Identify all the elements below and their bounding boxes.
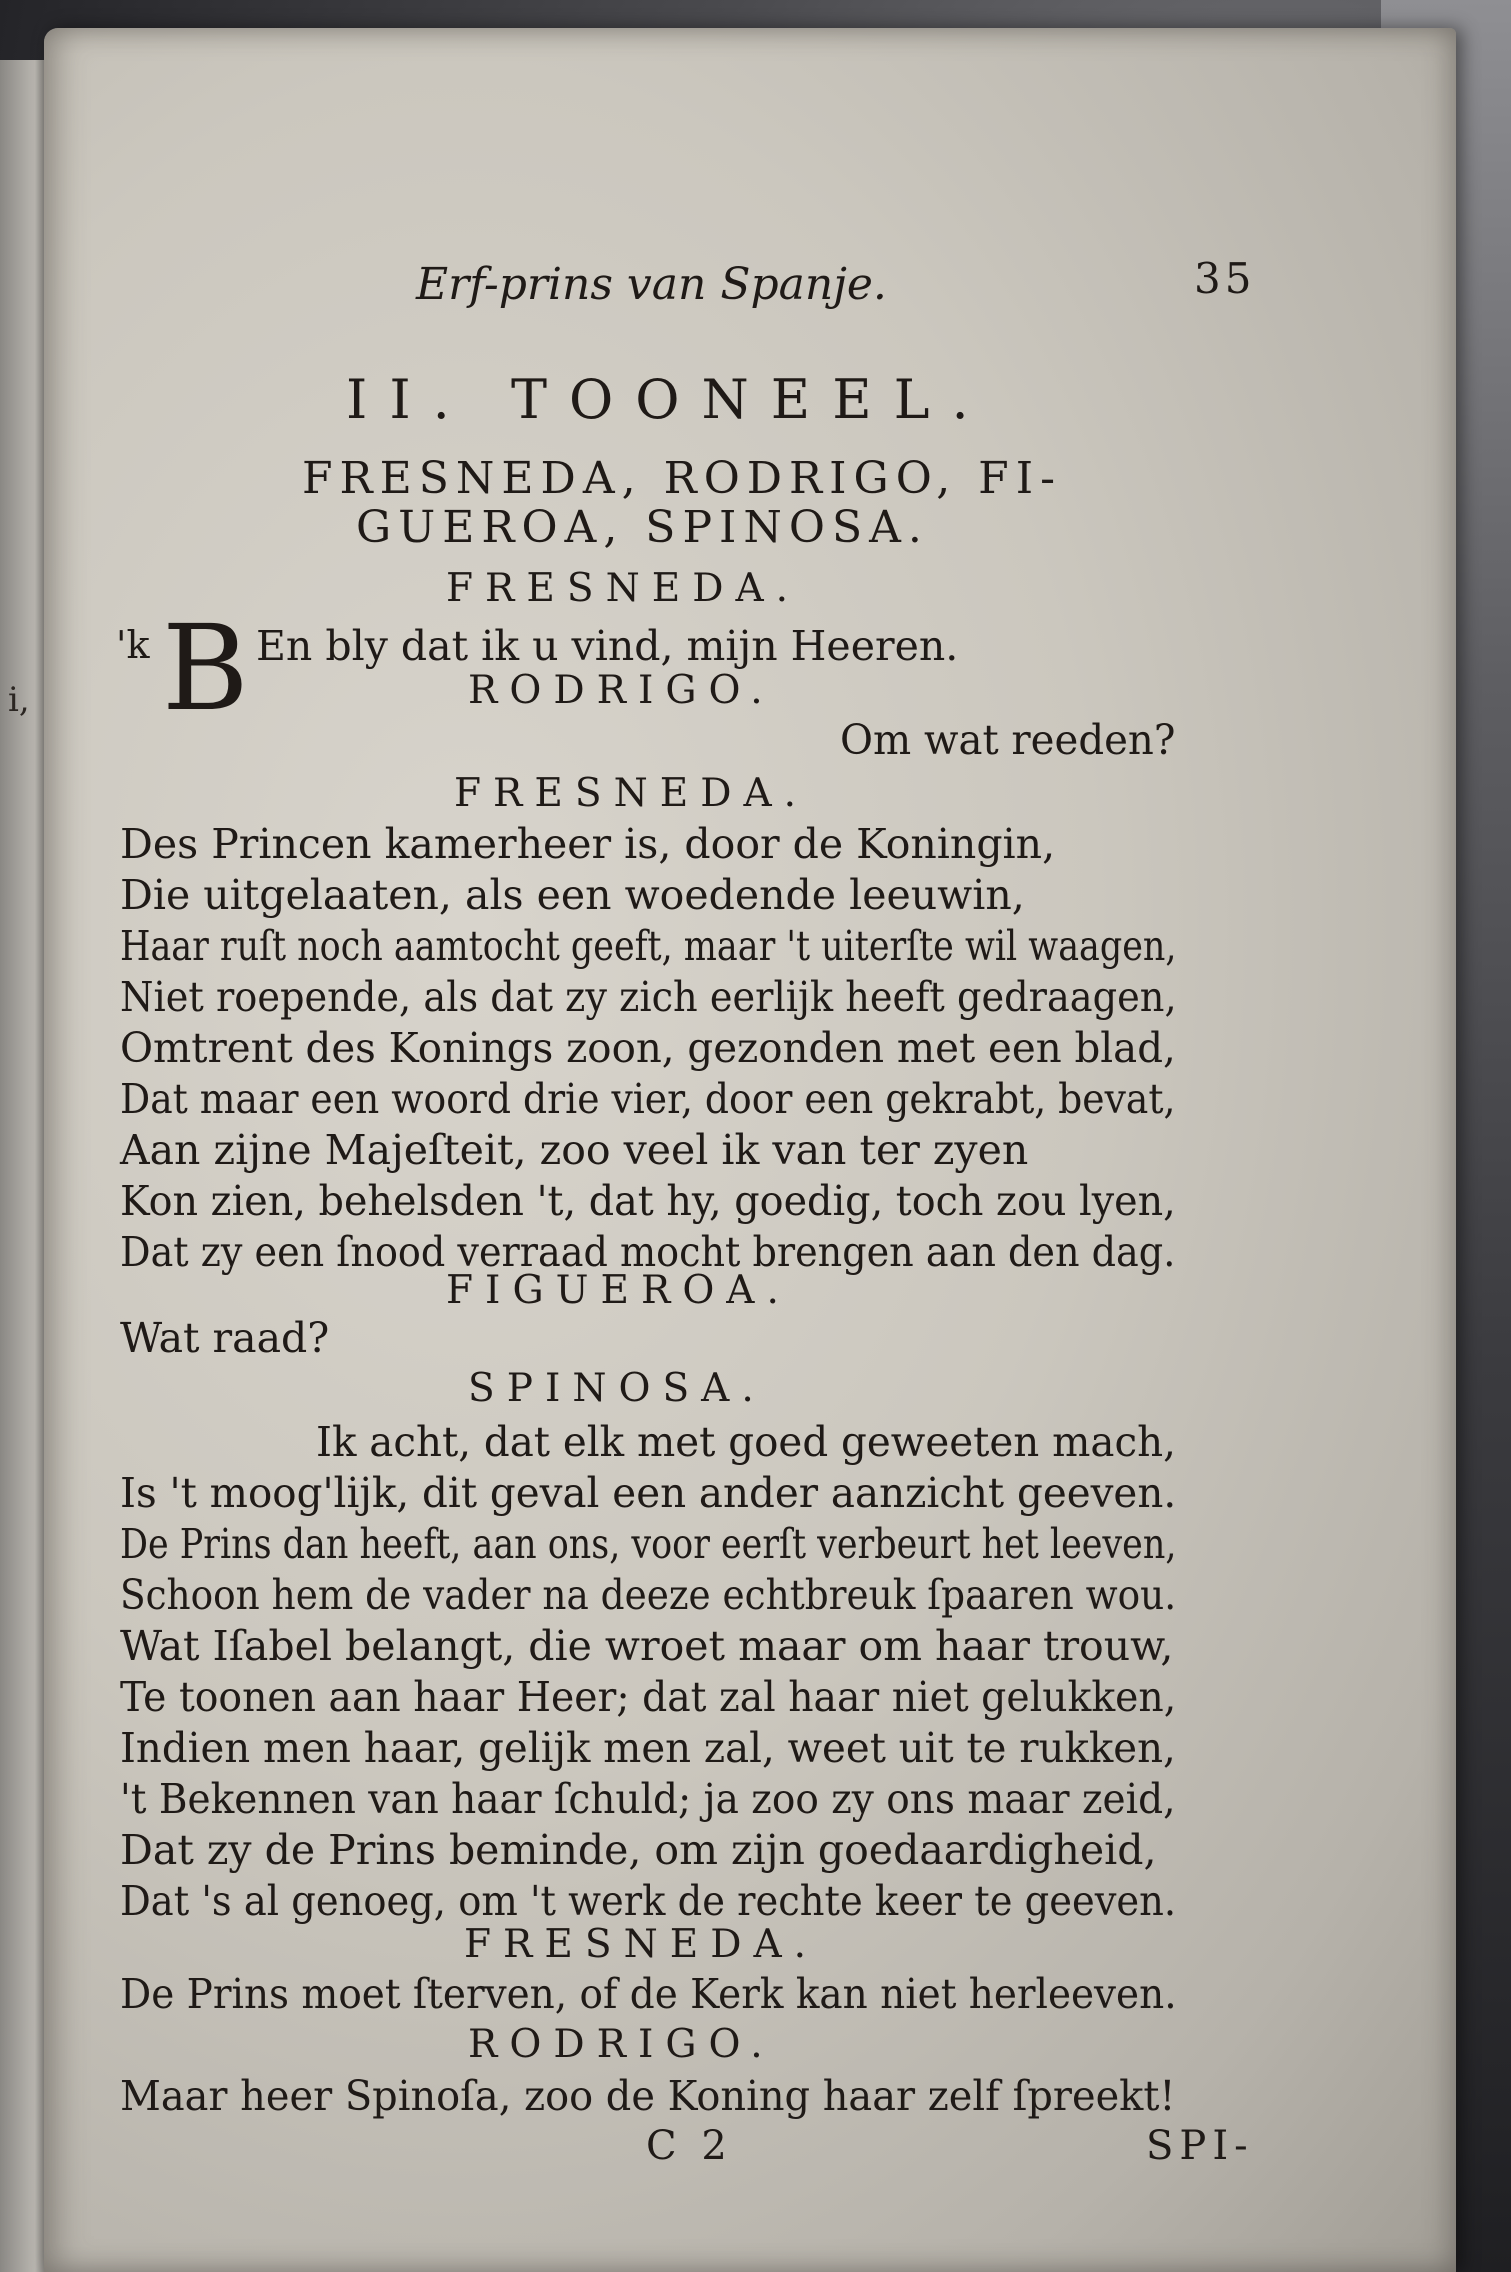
speaker-fresneda: FRESNEDA.: [454, 771, 809, 816]
verse-line: Dat 's al genoeg, om 't werk de rechte keer te geeven.: [120, 1877, 1177, 1925]
catchword: SPI-: [1146, 2123, 1254, 2169]
verse-line: Wat raad?: [120, 1314, 330, 1362]
margin-mark: i,: [8, 680, 30, 720]
verse-line: Omtrent des Konings zoon, gezonden met een blad,: [120, 1024, 1176, 1072]
running-title: Erf-prins van Spanje.: [416, 259, 887, 310]
verse-line: Dat maar een woord drie vier, door een gekrabt, bevat,: [120, 1075, 1176, 1123]
speaker-fresneda: FRESNEDA.: [464, 1922, 819, 1967]
verse-line: De Prins dan heeft, aan ons, voor eerſt verbeurt het leeven,: [120, 1520, 1177, 1568]
verse-line: Haar ruſt noch aamtocht geeft, maar 't uiterſte wil waagen,: [120, 922, 1177, 970]
verse-line: 't Bekennen van haar ſchuld; ja zoo zy ons maar zeid,: [120, 1775, 1176, 1823]
speaker-rodrigo: RODRIGO.: [468, 668, 775, 713]
cast-line-1: FRESNEDA, RODRIGO, FI-: [302, 453, 1062, 504]
verse-line: En bly dat ik u vind, mijn Heeren.: [256, 622, 959, 670]
verse-line: Niet roepende, als dat zy zich eerlijk heeft gedraagen,: [120, 973, 1177, 1021]
verse-line: Die uitgelaaten, als een woedende leeuwin,: [120, 871, 1025, 919]
verse-line: De Prins moet ſterven, of de Kerk kan niet herleeven.: [120, 1970, 1177, 2018]
verse-line: Dat zy een ſnood verraad mocht brengen aan den dag.: [120, 1228, 1176, 1276]
verse-line: Des Princen kamerheer is, door de Koningin,: [120, 820, 1056, 868]
verse-line: Schoon hem de vader na deeze echtbreuk ſpaaren wou.: [120, 1571, 1177, 1619]
elision-prefix: 'k: [116, 623, 150, 667]
drop-cap: B: [162, 599, 249, 737]
verse-line: Om wat reeden?: [840, 716, 1176, 764]
signature-mark: C 2: [646, 2123, 733, 2169]
verse-line: Maar heer Spinoſa, zoo de Koning haar zelf ſpreekt!: [120, 2072, 1176, 2120]
verse-line: Indien men haar, gelijk men zal, weet uit te rukken,: [120, 1724, 1176, 1772]
verse-line: Wat Iſabel belangt, die wroet maar om haar trouw,: [120, 1622, 1174, 1670]
verse-line: Ik acht, dat elk met goed geweeten mach,: [316, 1418, 1176, 1466]
cast-line-2: GUEROA, SPINOSA.: [356, 502, 929, 553]
page-number: 35: [1194, 254, 1256, 303]
verse-line: Dat zy de Prins beminde, om zijn goedaardigheid,: [120, 1826, 1157, 1874]
left-page-edge: [0, 60, 50, 2272]
verse-line: Aan zijne Majeſteit, zoo veel ik van ter zyen: [120, 1126, 1029, 1174]
speaker-rodrigo: RODRIGO.: [468, 2022, 775, 2067]
page-text: [116, 28, 1316, 2272]
speaker-spinosa: SPINOSA.: [468, 1366, 766, 1411]
verse-line: Te toonen aan haar Heer; dat zal haar niet gelukken,: [120, 1673, 1177, 1721]
speaker-fresneda: FRESNEDA.: [446, 566, 801, 611]
speaker-figueroa: FIGUEROA.: [446, 1268, 791, 1313]
verse-line: Kon zien, behelsden 't, dat hy, goedig, toch zou lyen,: [120, 1177, 1176, 1225]
verse-line: Is 't moog'lijk, dit geval een ander aanzicht geeven.: [120, 1469, 1177, 1517]
scene-title: II. TOONEEL.: [346, 368, 991, 431]
book-page: [44, 28, 1456, 2272]
